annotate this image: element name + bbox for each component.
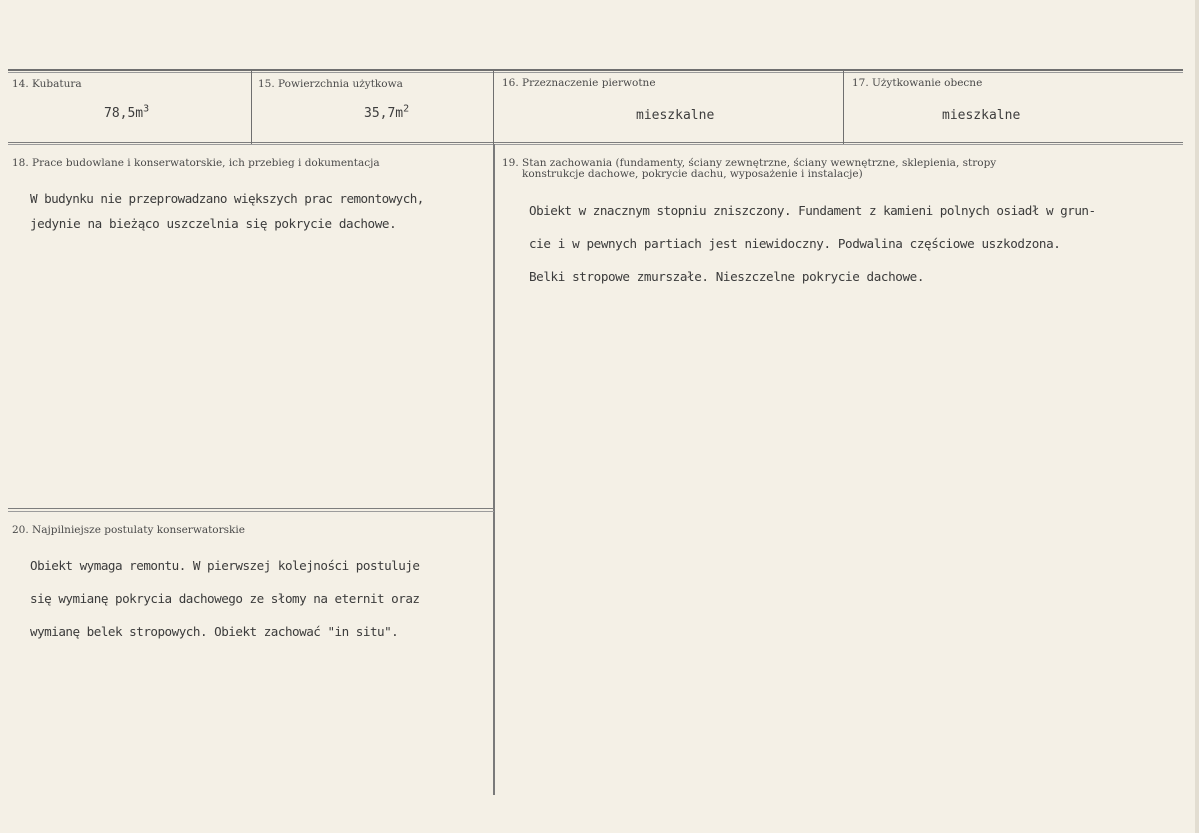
kubatura-label: 14. Kubatura (12, 78, 82, 90)
kubatura-value: $78,5m^3$ (104, 103, 150, 121)
postulaty-label: 20. Najpilniejsze postulaty konserwatorskie (12, 524, 245, 536)
record-card: 14. Kubatura $78,5m^3$ 15. Powierzchnia użytkowa $35,7m^2$ 16. Przeznaczenie pierwotne mieszkalne 17. Użytkowanie obecne mieszkalne 18. Prace budowlane i konserwatorskie, ich przebieg i dokumentacja W budynku nie przeprowadzano większych prac remontowych, jedynie na bieżąco uszczelnia się pokrycie dachowe. 19. Stan zachowania (fundamenty, ściany zewnętrzne, ściany wewnętrzne, sklepienia, stropy konstrukcje dachowe, pokrycie dachu, wyposażenie i instalacje) Obiekt w znacznym stopniu zniszczony. Fundament z kamieni polnych osiadł w grun- cie i w pewnych partiach jest niewidoczny. Podwalina częściowe uszkodzona. Belki stropowe zmurszałe. Nieszczelne pokrycie dachowe. 20. Najpilniejsze postulaty konserwatorskie Obiekt wymaga remontu. W pierwszej kolejności postuluje się wymianę pokrycia dachowego ze słomy na eternit oraz wymianę belek stropowych. Obiekt zachować "in situ". (0, 0, 1199, 833)
przeznaczenie-value: mieszkalne (636, 108, 715, 123)
main-divider (493, 144, 495, 795)
uzytkowanie-label: 17. Użytkowanie obecne (852, 77, 983, 89)
prace-label: 18. Prace budowlane i konserwatorskie, ich przebieg i dokumentacja (12, 157, 380, 169)
row1-bottom-rule-2 (8, 144, 1183, 145)
powierzchnia-value: $35,7m^2$ (364, 103, 410, 121)
divider-16-17 (843, 70, 844, 144)
row1-bottom-rule (8, 142, 1183, 143)
powierzchnia-label: 15. Powierzchnia użytkowa (258, 78, 403, 90)
uzytkowanie-value: mieszkalne (942, 108, 1021, 123)
stan-label-line2: konstrukcje dachowe, pokrycie dachu, wyposażenie i instalacje) (522, 168, 863, 180)
section20-rule (8, 508, 494, 509)
divider-14-15 (251, 70, 252, 144)
divider-15-16 (493, 70, 494, 144)
card-edge (1195, 0, 1199, 833)
przeznaczenie-label: 16. Przeznaczenie pierwotne (502, 77, 656, 89)
section20-rule-2 (8, 511, 494, 512)
stan-label-line1: 19. Stan zachowania (fundamenty, ściany zewnętrzne, ściany wewnętrzne, sklepienia, stropy (502, 157, 997, 169)
top-rule (8, 69, 1183, 71)
top-rule-thin (8, 72, 1183, 73)
